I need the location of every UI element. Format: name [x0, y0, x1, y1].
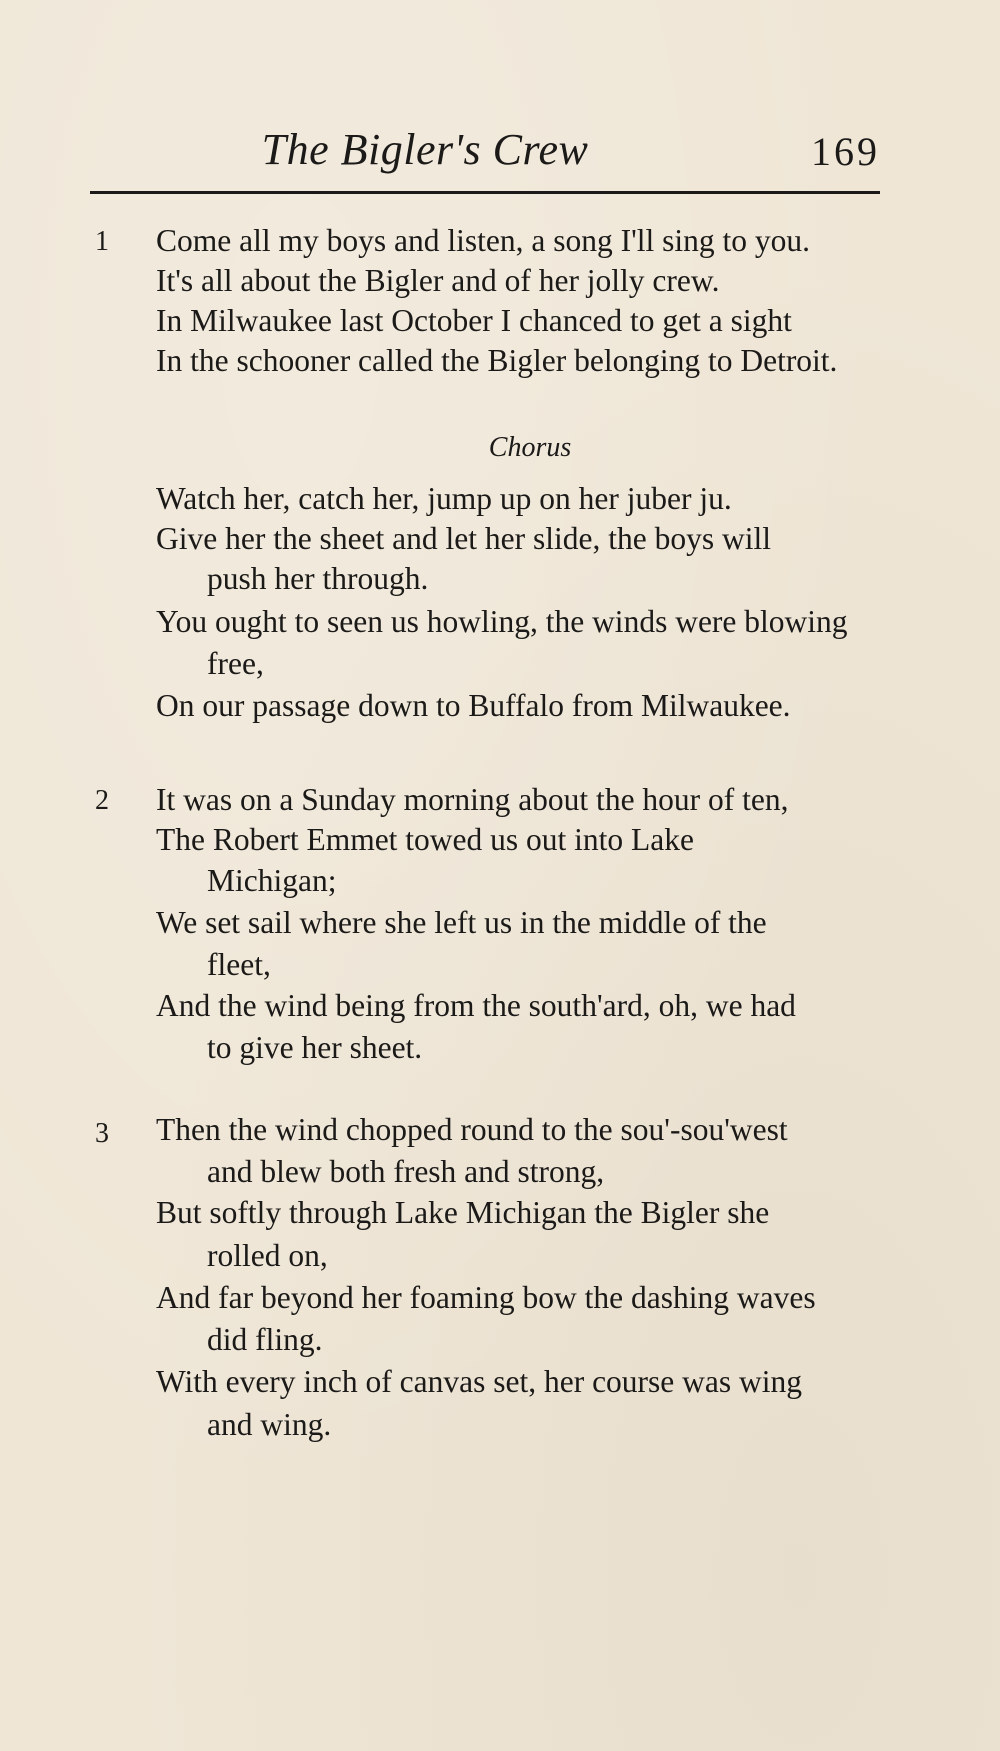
verse-line: But softly through Lake Michigan the Bigler she	[156, 1195, 770, 1230]
verse-line: And the wind being from the south'ard, oh, we had	[156, 988, 796, 1023]
page-title: The Bigler's Crew	[261, 125, 589, 174]
chorus-line: Watch her, catch her, jump up on her juber ju.	[156, 481, 732, 516]
verse-line: In Milwaukee last October I chanced to get a sight	[156, 303, 792, 338]
verse-line: It was on a Sunday morning about the hour of ten,	[156, 782, 789, 817]
verse-number: 3	[95, 1118, 109, 1149]
verse-line-turnover: rolled on,	[207, 1238, 328, 1273]
chorus-line: You ought to seen us howling, the winds were blowing	[156, 604, 848, 639]
verse-line: In the schooner called the Bigler belonging to Detroit.	[156, 343, 838, 378]
verse-line-turnover: and blew both fresh and strong,	[207, 1154, 605, 1189]
chorus-line: On our passage down to Buffalo from Milwaukee.	[156, 688, 791, 723]
running-head	[90, 125, 880, 188]
chorus-line-turnover: free,	[207, 646, 264, 681]
verse-number: 1	[95, 226, 109, 257]
verse-line-turnover: Michigan;	[207, 863, 337, 898]
verse-line: We set sail where she left us in the middle of the	[156, 905, 767, 940]
verse-line-turnover: did fling.	[207, 1322, 323, 1357]
chorus-line-turnover: push her through.	[207, 561, 429, 596]
header-rule	[90, 191, 880, 194]
verse-line: And far beyond her foaming bow the dashing waves	[156, 1280, 816, 1315]
verse-line: Come all my boys and listen, a song I'll sing to you.	[156, 223, 811, 258]
verse-line: Then the wind chopped round to the sou'-sou'west	[156, 1112, 788, 1147]
verse-line-turnover: and wing.	[207, 1407, 332, 1442]
verse-line: With every inch of canvas set, her course was wing	[156, 1364, 803, 1399]
chorus-label: Chorus	[488, 432, 572, 463]
verse-number: 2	[95, 785, 109, 816]
verse-line: The Robert Emmet towed us out into Lake	[156, 822, 695, 857]
verse-line-turnover: to give her sheet.	[207, 1030, 423, 1065]
chorus-line: Give her the sheet and let her slide, the boys will	[156, 521, 771, 556]
verse-line: It's all about the Bigler and of her jolly crew.	[156, 263, 720, 298]
page-number: 169	[811, 129, 880, 174]
verse-line-turnover: fleet,	[207, 947, 271, 982]
